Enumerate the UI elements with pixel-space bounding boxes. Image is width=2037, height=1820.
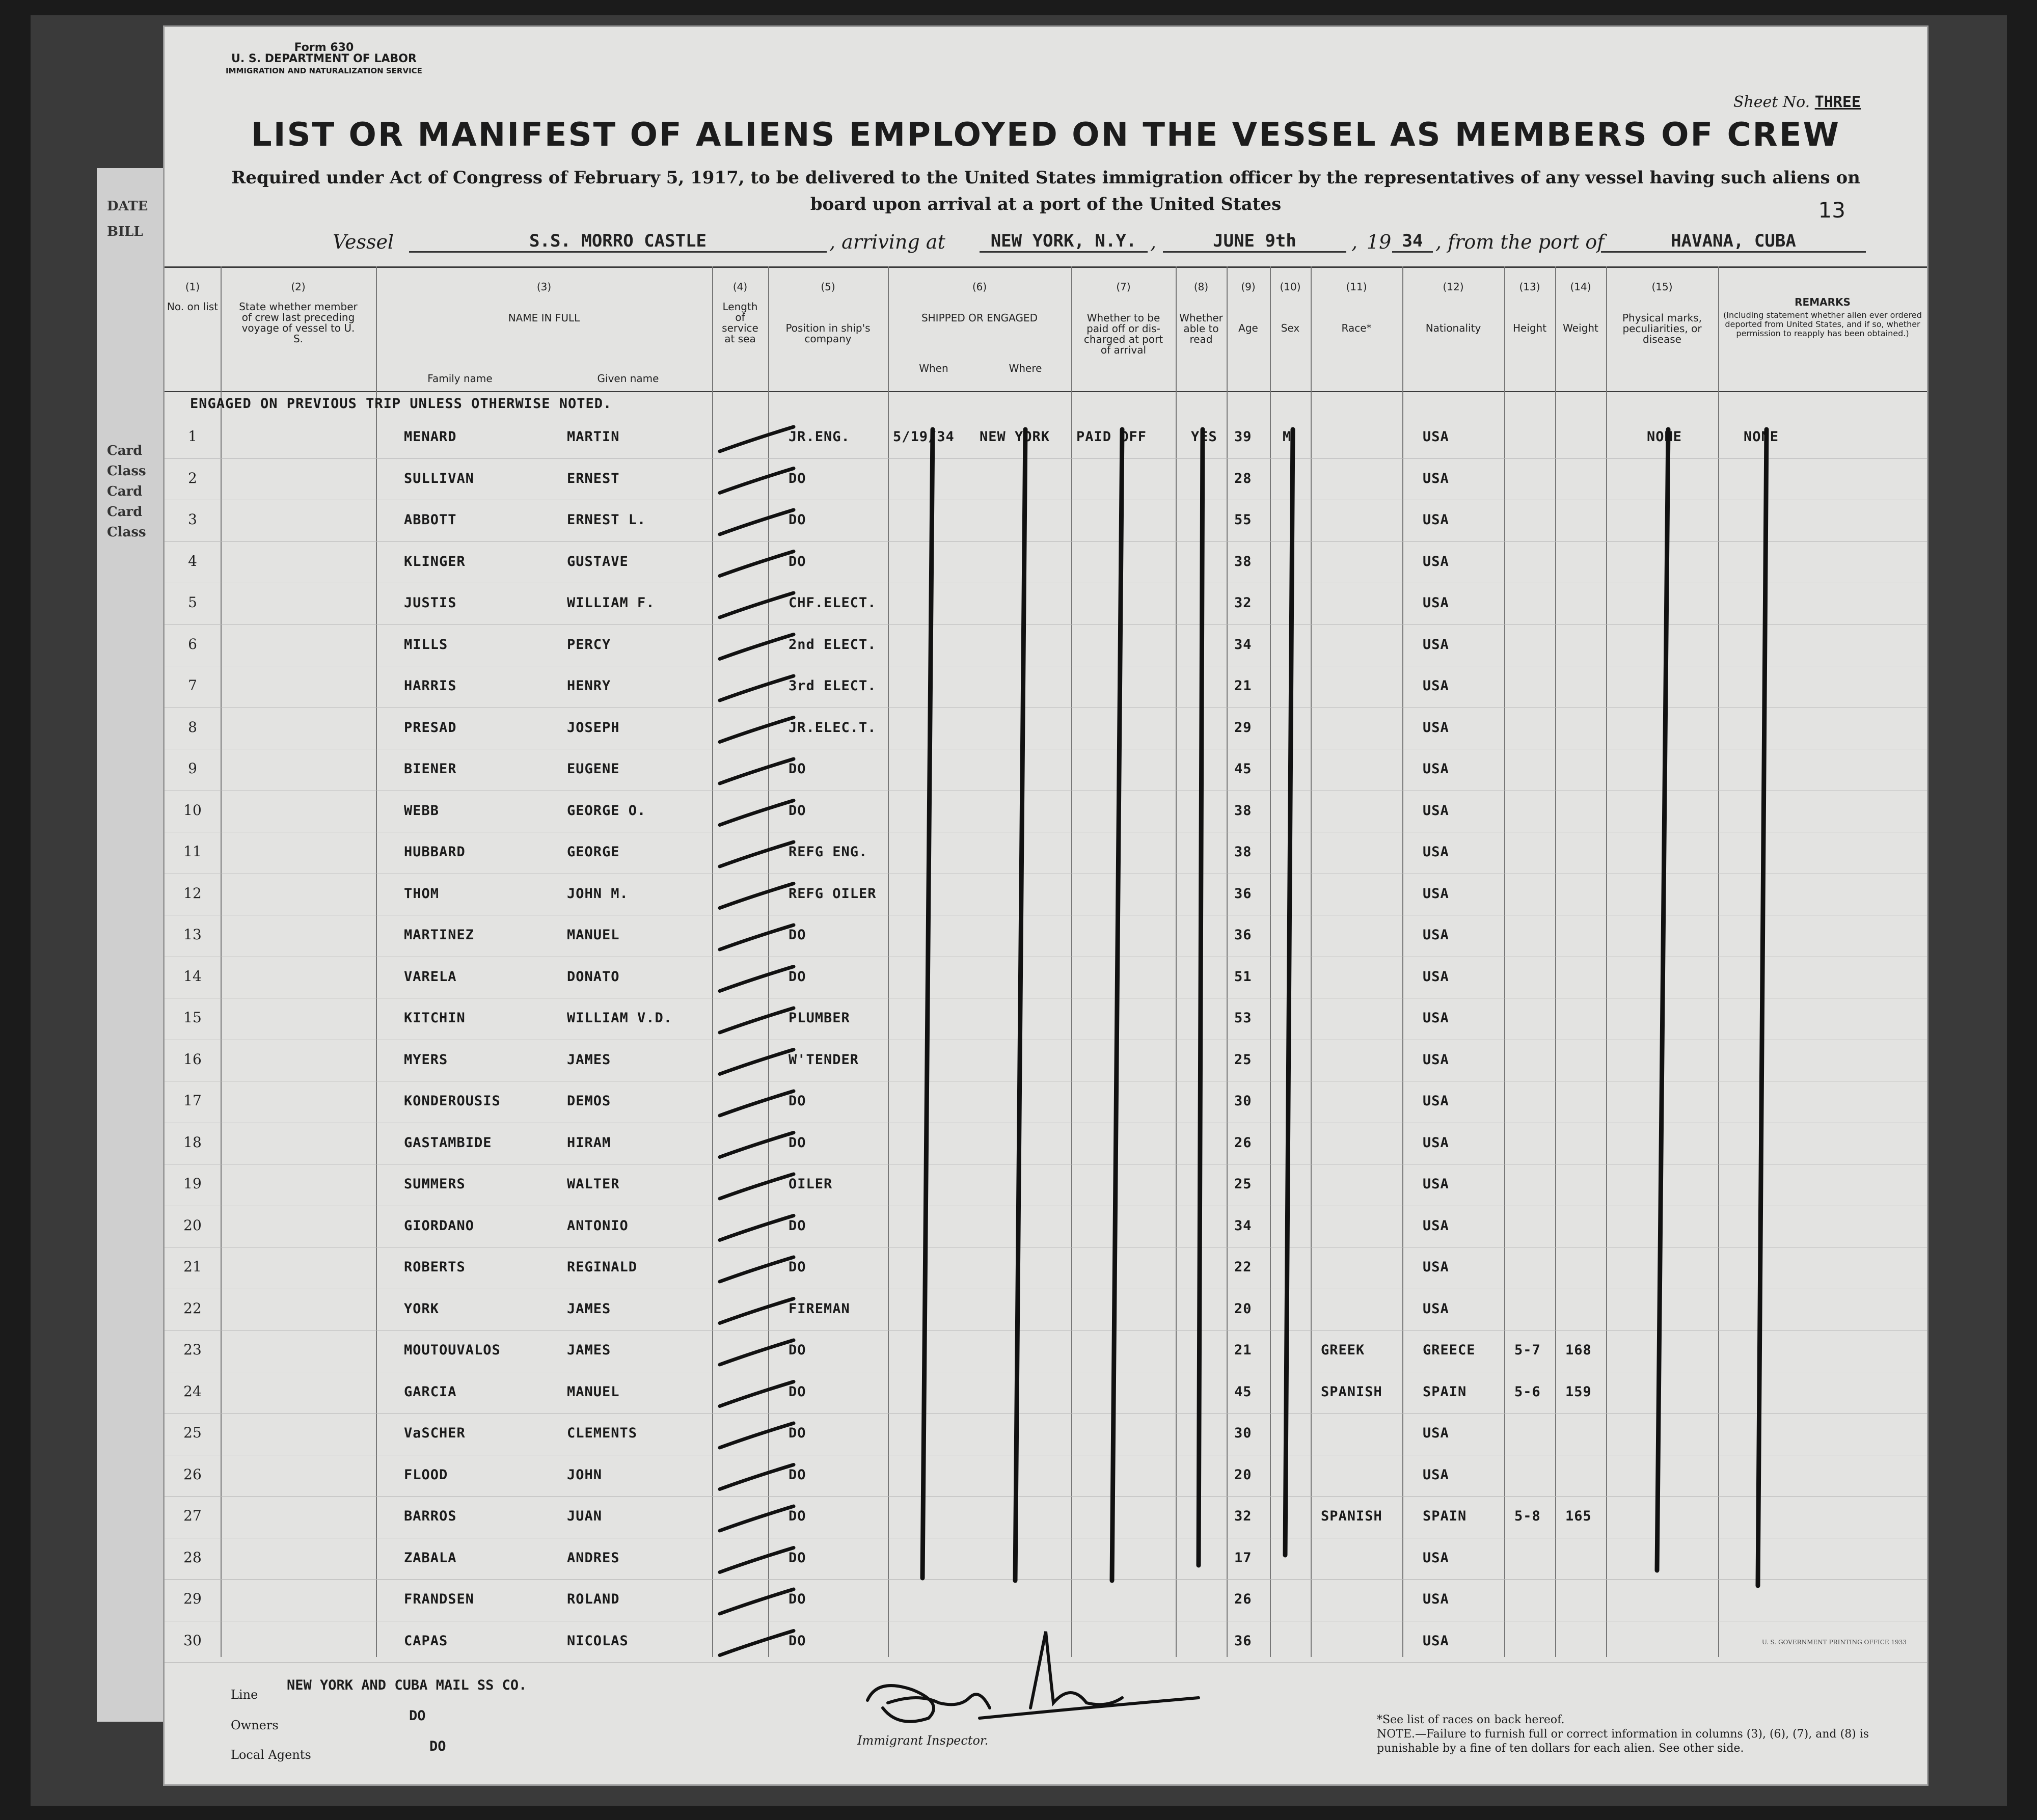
line-value: NEW YORK AND CUBA MAIL SS CO. [287, 1677, 527, 1693]
family-name: PRESAD [404, 719, 457, 736]
family-name: SULLIVAN [404, 470, 475, 486]
row-number: 21 [183, 1258, 202, 1275]
given-name: ERNEST L. [567, 512, 646, 528]
sex: M [1283, 429, 1292, 445]
service-tick [720, 925, 794, 949]
position: OILER [789, 1176, 833, 1192]
back-sheet-label: Class [107, 525, 146, 540]
family-name: KONDEROUSIS [404, 1093, 501, 1109]
position: DO [789, 1633, 806, 1649]
age: 30 [1234, 1425, 1252, 1441]
nationality: USA [1423, 429, 1449, 445]
race: SPANISH [1321, 1383, 1382, 1400]
nationality: SPAIN [1423, 1508, 1467, 1524]
nationality: USA [1423, 1425, 1449, 1441]
family-name: MOUTOUVALOS [404, 1342, 501, 1358]
service-tick [720, 1340, 794, 1365]
vessel-line: Vessel S.S. MORRO CASTLE , arriving at NEW YORK, N.Y. , JUNE 9th , 19 34 , from the port of HAVANA, CUBA [165, 231, 1927, 261]
age: 45 [1234, 1383, 1252, 1400]
position: DO [789, 1383, 806, 1400]
age: 38 [1234, 802, 1252, 819]
given-name: WALTER [567, 1176, 620, 1192]
given-name: NICOLAS [567, 1633, 629, 1649]
sheet-value: THREE [1814, 93, 1861, 111]
nationality: USA [1423, 636, 1449, 653]
page-title: LIST OR MANIFEST OF ALIENS EMPLOYED ON THE VESSEL AS MEMBERS OF CREW [251, 116, 1841, 154]
family-name: HUBBARD [404, 844, 466, 860]
age: 53 [1234, 1010, 1252, 1026]
row-number: 17 [183, 1092, 202, 1109]
shipped-where: NEW YORK [980, 429, 1050, 445]
family-name: BARROS [404, 1508, 457, 1524]
back-sheet-label: Card [107, 504, 143, 520]
age: 32 [1234, 1508, 1252, 1524]
family-name: FRANDSEN [404, 1591, 475, 1607]
sheet-label: Sheet No. [1733, 93, 1810, 111]
agents-value: DO [429, 1738, 446, 1754]
given-name: WILLIAM V.D. [567, 1010, 673, 1026]
inspector-label: Immigrant Inspector. [857, 1733, 989, 1748]
family-name: VARELA [404, 968, 457, 985]
service-tick [720, 1548, 794, 1572]
row-number: 20 [183, 1216, 202, 1234]
owners-value: DO [409, 1708, 426, 1724]
position: DO [789, 761, 806, 777]
arrival-date: JUNE 9th [1163, 231, 1346, 253]
row-number: 23 [183, 1341, 202, 1358]
col8-header: (8) Whether able to read [1179, 281, 1223, 345]
age: 22 [1234, 1259, 1252, 1275]
age: 38 [1234, 844, 1252, 860]
given-name: HENRY [567, 678, 611, 694]
year-prefix: 19 [1367, 231, 1392, 253]
age: 34 [1234, 636, 1252, 653]
row-number: 18 [183, 1133, 202, 1151]
given-name: REGINALD [567, 1259, 638, 1275]
col12-header: (12) Nationality [1425, 281, 1481, 334]
col11-header: (11) Race* [1341, 281, 1372, 334]
service-tick [720, 884, 794, 908]
inspector-signature [867, 1632, 1199, 1722]
from-port: HAVANA, CUBA [1601, 231, 1866, 253]
nationality: USA [1423, 1259, 1449, 1275]
ditto-lines [922, 429, 1767, 1586]
back-sheet-label: BILL [107, 224, 143, 239]
service-tick [720, 1050, 794, 1074]
handwritten-marks [165, 27, 1927, 1784]
service-ticks [720, 427, 794, 1655]
service-tick [720, 1631, 794, 1655]
family-name: THOM [404, 885, 440, 902]
nationality: GREECE [1423, 1342, 1476, 1358]
nationality: USA [1423, 885, 1449, 902]
row-number: 10 [183, 801, 202, 819]
age: 21 [1234, 1342, 1252, 1358]
service-tick [720, 1133, 794, 1157]
row-number: 14 [183, 967, 202, 985]
given-name: GUSTAVE [567, 553, 629, 569]
footer-notes [1377, 1713, 1886, 1756]
row-number: 9 [188, 760, 197, 777]
family-name: GASTAMBIDE [404, 1134, 492, 1151]
col4-header: (4) Length of service at sea [722, 281, 758, 345]
nationality: USA [1423, 595, 1449, 611]
race-note: *See list of races on back hereof. [1377, 1714, 1565, 1726]
position: 2nd ELECT. [789, 636, 877, 653]
position: DO [789, 1342, 806, 1358]
age: 55 [1234, 512, 1252, 528]
nationality: USA [1423, 1300, 1449, 1317]
family-name: ZABALA [404, 1550, 457, 1566]
row-number: 15 [183, 1009, 202, 1026]
weight: 165 [1565, 1508, 1592, 1524]
col5-header: (5) Position in ship's company [785, 281, 871, 345]
col6b-header: Where [1009, 362, 1042, 374]
service-tick [720, 759, 794, 783]
year-suffix: 34 [1392, 231, 1433, 253]
nationality: USA [1423, 1010, 1449, 1026]
given-name: JOHN M. [567, 885, 629, 902]
service-tick [720, 842, 794, 866]
service-tick [720, 1423, 794, 1448]
given-name: MANUEL [567, 927, 620, 943]
age: 32 [1234, 595, 1252, 611]
col14-header: (14) Weight [1563, 281, 1598, 334]
position: REFG OILER [789, 885, 877, 902]
row-number: 8 [188, 718, 197, 736]
col3b-header: Given name [597, 372, 659, 385]
nationality: USA [1423, 1466, 1449, 1483]
age: 36 [1234, 927, 1252, 943]
age: 38 [1234, 553, 1252, 569]
service-tick [720, 1589, 794, 1614]
nationality: USA [1423, 1176, 1449, 1192]
row-number: 19 [183, 1175, 202, 1192]
age: 51 [1234, 968, 1252, 985]
position: DO [789, 1591, 806, 1607]
row-number: 2 [188, 469, 197, 486]
service-tick [720, 552, 794, 576]
position: CHF.ELECT. [789, 595, 877, 611]
service-tick [720, 510, 794, 534]
given-name: JUAN [567, 1508, 603, 1524]
given-name: JAMES [567, 1342, 611, 1358]
row-number: 12 [183, 884, 202, 902]
from-label: , from the port of [1435, 231, 1605, 253]
age: 25 [1234, 1176, 1252, 1192]
service-tick [720, 1257, 794, 1282]
back-sheet-label: Card [107, 443, 143, 458]
age: 26 [1234, 1134, 1252, 1151]
arriving-port: NEW YORK, N.Y. [980, 231, 1148, 253]
age: 36 [1234, 885, 1252, 902]
nationality: SPAIN [1423, 1383, 1467, 1400]
service-tick [720, 801, 794, 825]
position: JR.ENG. [789, 429, 850, 445]
age: 29 [1234, 719, 1252, 736]
row-number: 27 [183, 1507, 202, 1524]
vessel-label: Vessel [333, 231, 394, 253]
family-name: GIORDANO [404, 1217, 475, 1234]
row-number: 1 [188, 428, 197, 445]
nationality: USA [1423, 927, 1449, 943]
row-number: 5 [188, 594, 197, 611]
given-name: JOSEPH [567, 719, 620, 736]
row-number: 26 [183, 1465, 202, 1483]
position: FIREMAN [789, 1300, 850, 1317]
height: 5-8 [1514, 1508, 1541, 1524]
position: DO [789, 968, 806, 985]
race: SPANISH [1321, 1508, 1382, 1524]
service-tick [720, 469, 794, 493]
col6-header: (6) SHIPPED OR ENGAGED [921, 281, 1038, 324]
remarks: NONE [1744, 429, 1779, 445]
handwritten-page-number: 13 [1818, 198, 1845, 223]
position: DO [789, 1093, 806, 1109]
col9-header: (9) Age [1238, 281, 1258, 334]
given-name: ERNEST [567, 470, 620, 486]
family-name: WEBB [404, 802, 440, 819]
service-tick [720, 967, 794, 991]
family-name: HARRIS [404, 678, 457, 694]
service-tick [720, 1382, 794, 1406]
position: DO [789, 1259, 806, 1275]
col13-header: (13) Height [1512, 281, 1547, 334]
family-name: MILLS [404, 636, 448, 653]
engaged-note: ENGAGED ON PREVIOUS TRIP UNLESS OTHERWISE NOTED. [190, 396, 612, 412]
position: JR.ELEC.T. [789, 719, 877, 736]
row-number: 22 [183, 1299, 202, 1317]
given-name: HIRAM [567, 1134, 611, 1151]
position: DO [789, 1466, 806, 1483]
service-tick [720, 1506, 794, 1531]
given-name: ANTONIO [567, 1217, 629, 1234]
position: DO [789, 1550, 806, 1566]
age: 20 [1234, 1466, 1252, 1483]
row-number: 6 [188, 635, 197, 653]
given-name: WILLIAM F. [567, 595, 655, 611]
nationality: USA [1423, 678, 1449, 694]
nationality: USA [1423, 802, 1449, 819]
col10-header: (10) Sex [1280, 281, 1301, 334]
paid-off: PAID OFF [1076, 429, 1147, 445]
height: 5-7 [1514, 1342, 1541, 1358]
family-name: ROBERTS [404, 1259, 466, 1275]
given-name: DONATO [567, 968, 620, 985]
age: 45 [1234, 761, 1252, 777]
manifest-page [163, 25, 1929, 1786]
nationality: USA [1423, 1051, 1449, 1068]
agents-label: Local Agents [231, 1748, 311, 1762]
given-name: PERCY [567, 636, 611, 653]
family-name: GARCIA [404, 1383, 457, 1400]
col15-header: (15) Physical marks, peculiarities, or disease [1622, 281, 1702, 345]
family-name: ABBOTT [404, 512, 457, 528]
service-tick [720, 1174, 794, 1199]
service-tick [720, 1216, 794, 1240]
race: GREEK [1321, 1342, 1365, 1358]
family-name: KLINGER [404, 553, 466, 569]
nationality: USA [1423, 1217, 1449, 1234]
family-name: MENARD [404, 429, 457, 445]
nationality: USA [1423, 968, 1449, 985]
age: 30 [1234, 1093, 1252, 1109]
nationality: USA [1423, 512, 1449, 528]
position: DO [789, 802, 806, 819]
row-number: 3 [188, 511, 197, 528]
given-name: GEORGE [567, 844, 620, 860]
position: DO [789, 1217, 806, 1234]
family-name: MARTINEZ [404, 927, 475, 943]
position: DO [789, 1134, 806, 1151]
nationality: USA [1423, 761, 1449, 777]
able-to-read: YES [1191, 429, 1217, 445]
given-name: DEMOS [567, 1093, 611, 1109]
family-name: SUMMERS [404, 1176, 466, 1192]
family-name: YORK [404, 1300, 440, 1317]
row-number: 7 [188, 677, 197, 694]
family-name: VaSCHER [404, 1425, 466, 1441]
age: 21 [1234, 678, 1252, 694]
row-number: 28 [183, 1549, 202, 1566]
form-service: IMMIGRATION AND NATURALIZATION SERVICE [226, 66, 422, 75]
nationality: USA [1423, 470, 1449, 486]
position: 3rd ELECT. [789, 678, 877, 694]
col1-header: (1) No. on list [167, 281, 219, 313]
age: 28 [1234, 470, 1252, 486]
row-number: 11 [183, 843, 202, 860]
service-tick [720, 427, 794, 451]
nationality: USA [1423, 1550, 1449, 1566]
nationality: USA [1423, 1093, 1449, 1109]
row-number: 29 [183, 1590, 202, 1607]
line-label: Line [231, 1688, 258, 1702]
given-name: ANDRES [567, 1550, 620, 1566]
family-name: KITCHIN [404, 1010, 466, 1026]
col16-header: REMARKS (Including statement whether alien ever ordered deported from United States, and if so, whether permission to reapply has been obtained.) [1723, 296, 1922, 338]
position: DO [789, 512, 806, 528]
family-name: FLOOD [404, 1466, 448, 1483]
family-name: BIENER [404, 761, 457, 777]
penalty-note: NOTE.—Failure to furnish full or correct information in columns (3), (6), (7), and (8) is punishable by a fine of ten dollars for each alien. See other side. [1377, 1728, 1869, 1755]
col6a-header: When [919, 362, 948, 374]
position: DO [789, 1425, 806, 1441]
position: REFG ENG. [789, 844, 868, 860]
service-tick [720, 593, 794, 617]
given-name: ROLAND [567, 1591, 620, 1607]
row-number: 24 [183, 1382, 202, 1400]
given-name: CLEMENTS [567, 1425, 638, 1441]
owners-label: Owners [231, 1718, 279, 1732]
row-number: 30 [183, 1632, 202, 1649]
physical-marks: NONE [1647, 429, 1682, 445]
page-subtitle: Required under Act of Congress of February 5, 1917, to be delivered to the United States immigration officer by the representatives of any vessel having such aliens on board upon arrival at a port of the United States [231, 168, 1860, 214]
form-number: Form 630 [294, 41, 354, 54]
back-sheet-label: Class [107, 464, 146, 479]
weight: 159 [1565, 1383, 1592, 1400]
nationality: USA [1423, 844, 1449, 860]
service-tick [720, 1299, 794, 1323]
nationality: USA [1423, 1134, 1449, 1151]
row-number: 13 [183, 926, 202, 943]
nationality: USA [1423, 1591, 1449, 1607]
given-name: MANUEL [567, 1383, 620, 1400]
col3a-header: Family name [427, 372, 493, 385]
position: W'TENDER [789, 1051, 859, 1068]
row-number: 16 [183, 1050, 202, 1068]
height: 5-6 [1514, 1383, 1541, 1400]
position: PLUMBER [789, 1010, 850, 1026]
position: DO [789, 927, 806, 943]
nationality: USA [1423, 553, 1449, 569]
arriving-label: , arriving at [829, 231, 945, 253]
given-name: JAMES [567, 1051, 611, 1068]
age: 34 [1234, 1217, 1252, 1234]
printer-mark: U. S. GOVERNMENT PRINTING OFFICE 1933 [1761, 1639, 1907, 1646]
service-tick [720, 1008, 794, 1033]
position: DO [789, 553, 806, 569]
age: 20 [1234, 1300, 1252, 1317]
form-department: U. S. DEPARTMENT OF LABOR [231, 52, 417, 65]
given-name: MARTIN [567, 429, 620, 445]
age: 36 [1234, 1633, 1252, 1649]
shipped-when: 5/19/34 [893, 429, 955, 445]
family-name: JUSTIS [404, 595, 457, 611]
nationality: USA [1423, 719, 1449, 736]
nationality: USA [1423, 1633, 1449, 1649]
position: DO [789, 470, 806, 486]
age: 17 [1234, 1550, 1252, 1566]
family-name: CAPAS [404, 1633, 448, 1649]
given-name: JAMES [567, 1300, 611, 1317]
position: DO [789, 1508, 806, 1524]
service-tick [720, 718, 794, 742]
vessel-name: S.S. MORRO CASTLE [409, 231, 827, 253]
given-name: JOHN [567, 1466, 603, 1483]
col3-header: (3) NAME IN FULL [508, 281, 580, 324]
service-tick [720, 635, 794, 659]
service-tick [720, 676, 794, 700]
age: 39 [1234, 429, 1252, 445]
family-name: MYERS [404, 1051, 448, 1068]
row-number: 4 [188, 552, 197, 569]
back-sheet-label: DATE [107, 199, 148, 214]
col7-header: (7) Whether to be paid off or dis-charged at port of arrival [1083, 281, 1163, 356]
weight: 168 [1565, 1342, 1592, 1358]
given-name: GEORGE O. [567, 802, 646, 819]
age: 26 [1234, 1591, 1252, 1607]
row-number: 25 [183, 1424, 202, 1441]
col2-header: (2) State whether member of crew last preceding voyage of vessel to U. S. [239, 281, 358, 345]
given-name: EUGENE [567, 761, 620, 777]
back-sheet-label: Card [107, 484, 143, 499]
service-tick [720, 1091, 794, 1116]
age: 25 [1234, 1051, 1252, 1068]
service-tick [720, 1465, 794, 1489]
